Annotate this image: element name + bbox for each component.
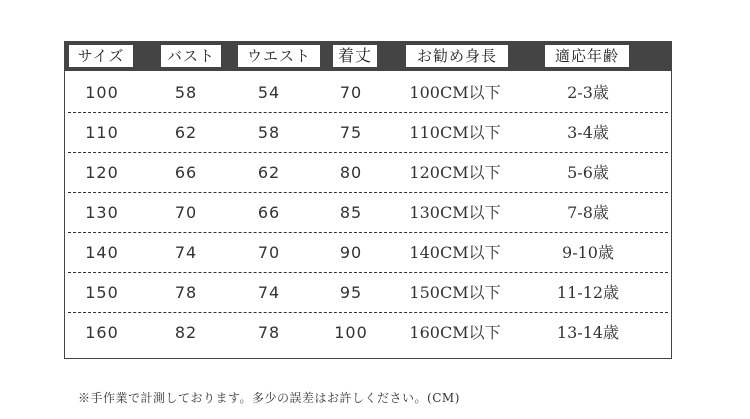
cell-waist: 62 bbox=[257, 163, 281, 182]
cell-waist: 66 bbox=[257, 203, 281, 222]
cell-bust: 62 bbox=[174, 123, 198, 142]
cell-age: 3-4歳 bbox=[567, 123, 609, 142]
cell-bust: 74 bbox=[174, 243, 198, 262]
cell-length: 100 bbox=[334, 323, 368, 342]
cell-recommended-height: 150CM以下 bbox=[409, 283, 501, 302]
cell-size: 130 bbox=[85, 203, 119, 222]
table-header bbox=[65, 42, 671, 71]
cell-recommended-height: 130CM以下 bbox=[409, 203, 501, 222]
cell-waist: 58 bbox=[257, 123, 281, 142]
cell-waist: 74 bbox=[257, 283, 281, 302]
cell-age: 9-10歳 bbox=[562, 243, 614, 262]
cell-length: 75 bbox=[339, 123, 363, 142]
cell-waist: 70 bbox=[257, 243, 281, 262]
header-recommended-height: お勧め身長 bbox=[406, 45, 508, 67]
table-row bbox=[65, 233, 671, 273]
cell-recommended-height: 140CM以下 bbox=[409, 243, 501, 262]
cell-length: 80 bbox=[339, 163, 363, 182]
table-row bbox=[65, 113, 671, 153]
cell-length: 85 bbox=[339, 203, 363, 222]
cell-age: 5-6歳 bbox=[567, 163, 609, 182]
cell-bust: 58 bbox=[174, 83, 198, 102]
cell-recommended-height: 100CM以下 bbox=[409, 83, 501, 102]
header-age: 適応年齢 bbox=[545, 45, 629, 67]
cell-bust: 70 bbox=[174, 203, 198, 222]
table-row bbox=[65, 73, 671, 113]
table-row bbox=[65, 313, 671, 353]
cell-size: 160 bbox=[85, 323, 119, 342]
cell-recommended-height: 110CM以下 bbox=[409, 123, 501, 142]
table-row bbox=[65, 193, 671, 233]
cell-bust: 78 bbox=[174, 283, 198, 302]
cell-waist: 54 bbox=[257, 83, 281, 102]
cell-size: 150 bbox=[85, 283, 119, 302]
header-bust: バスト bbox=[161, 45, 221, 67]
cell-recommended-height: 160CM以下 bbox=[409, 323, 501, 342]
cell-size: 140 bbox=[85, 243, 119, 262]
cell-age: 7-8歳 bbox=[567, 203, 609, 222]
size-chart-table bbox=[64, 41, 672, 359]
cell-length: 70 bbox=[339, 83, 363, 102]
table-row bbox=[65, 273, 671, 313]
cell-age: 13-14歳 bbox=[556, 323, 620, 342]
cell-age: 2-3歳 bbox=[567, 83, 609, 102]
cell-size: 100 bbox=[85, 83, 119, 102]
table-row bbox=[65, 153, 671, 193]
cell-length: 90 bbox=[339, 243, 363, 262]
header-length: 着丈 bbox=[333, 45, 377, 67]
measurement-footnote: ※手作業で計測しております。多少の誤差はお許しください。(CM) bbox=[78, 391, 460, 405]
cell-size: 110 bbox=[85, 123, 119, 142]
cell-age: 11-12歳 bbox=[556, 283, 620, 302]
cell-bust: 82 bbox=[174, 323, 198, 342]
cell-size: 120 bbox=[85, 163, 119, 182]
header-waist: ウエスト bbox=[238, 45, 320, 67]
cell-waist: 78 bbox=[257, 323, 281, 342]
header-size: サイズ bbox=[69, 45, 133, 67]
cell-bust: 66 bbox=[174, 163, 198, 182]
cell-length: 95 bbox=[339, 283, 363, 302]
cell-recommended-height: 120CM以下 bbox=[409, 163, 501, 182]
